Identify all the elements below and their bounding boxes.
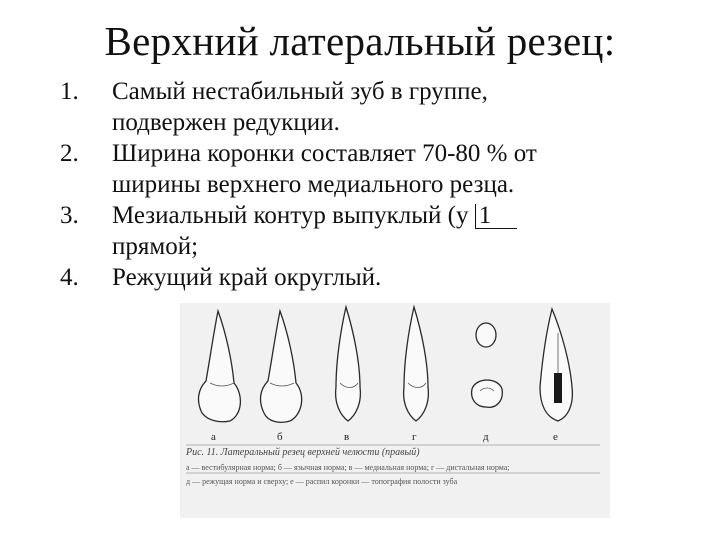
figure-caption-line: а — вестибулярная норма; б — язычная норма; в — медиальная норма; г — дистальная норма;	[186, 463, 510, 472]
figure-label: е	[553, 431, 558, 443]
item-text: подвержен редукции.	[112, 109, 340, 136]
item-text: ширины верхнего медиального резца.	[112, 171, 515, 198]
item-number: 3.	[60, 202, 79, 229]
list-item	[60, 200, 670, 262]
tooth-lingual-drawing	[261, 311, 302, 422]
tooth-medial-drawing	[336, 307, 361, 421]
tooth-figure	[180, 303, 610, 518]
tooth-section-drawing	[540, 309, 572, 421]
item-text-part: Мезиальный контур выпуклый (у	[112, 202, 475, 229]
item-text: прямой;	[112, 233, 199, 260]
list-item	[60, 76, 670, 138]
figure-label: б	[277, 431, 283, 443]
item-text	[112, 200, 670, 231]
item-text: Самый нестабильный зуб в группе,	[112, 78, 488, 105]
tooth-top-drawing	[472, 380, 503, 407]
figure-caption-title: Рис. 11. Латеральный резец верхней челюсти (правый)	[186, 447, 420, 458]
item-text: Ширина коронки составляет 70-80 % от	[112, 140, 537, 167]
figure-label: а	[211, 431, 216, 443]
figure-caption-line: д — режущая норма и сверху; е — распил коронки — топография полости зуба	[186, 477, 458, 486]
figure-label: г	[412, 431, 417, 443]
tooth-distal-drawing	[404, 307, 429, 421]
list-item	[60, 262, 670, 293]
tooth-vestibular-drawing	[199, 311, 241, 422]
figure-label: д	[483, 431, 489, 443]
pulp-cavity-mark	[554, 373, 562, 403]
point-list	[60, 76, 670, 293]
item-number: 1.	[60, 78, 79, 105]
figure-label: в	[344, 431, 350, 443]
tooth-number-box: 1	[475, 204, 518, 229]
item-number: 4.	[60, 264, 79, 291]
slide-title: Верхний латеральный резец:	[104, 18, 616, 64]
tooth-incisal-drawing	[476, 323, 496, 347]
item-number: 2.	[60, 140, 79, 167]
list-item	[60, 138, 670, 200]
item-text: Режущий край округлый.	[112, 264, 382, 291]
